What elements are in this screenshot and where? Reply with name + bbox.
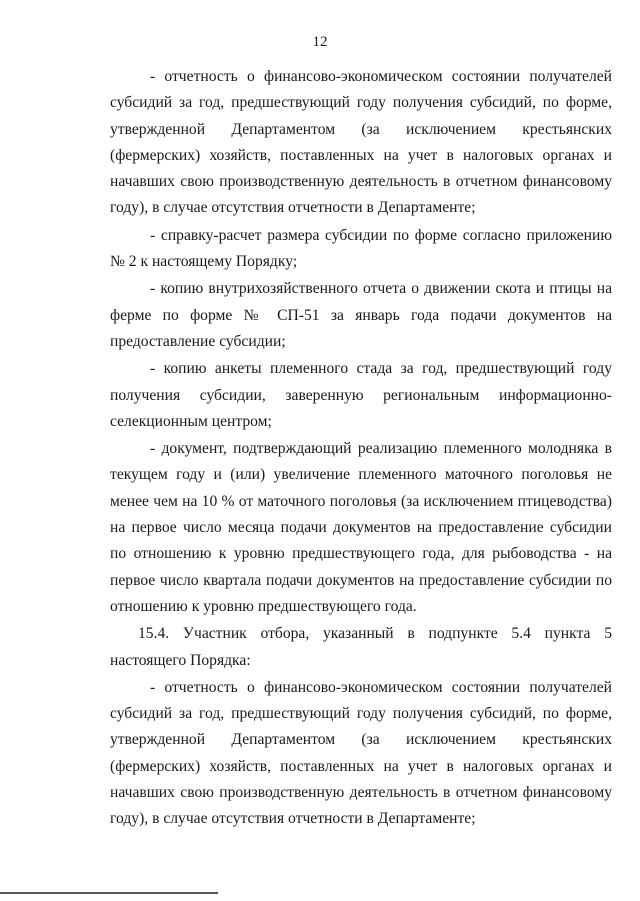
document-body: [110, 64, 612, 833]
page-number: 12: [312, 34, 328, 50]
footer-divider: [0, 892, 218, 894]
paragraph-calculation-certificate: - справку-расчет размера субсидии по форме согласно приложению № 2 к настоящему Порядку;: [110, 226, 612, 271]
paragraph-livestock-report: - копию внутрихозяйственного отчета о движении скота и птицы на ферме по форме № СП-51 за январь года подачи документов на предоставление субсидии;: [110, 280, 612, 350]
paragraph-financial-report-2: - отчетность о финансово-экономическом состоянии получателей субсидий за год, предшествующий году получения субсидий, по форме, утвержденной Департаментом (за исключением крестьянских (фермерских) хозяйств, поставленных на учет в налоговых органах и начавших свою производственную деятельность в отчетном финансовому году), в случае отсутствия отчетности в Департаменте;: [110, 678, 612, 828]
paragraph-financial-report-1: - отчетность о финансово-экономическом состоянии получателей субсидий за год, предшествующий году получения субсидий, по форме, утвержденной Департаментом (за исключением крестьянских (фермерских) хозяйств, поставленных на учет в налоговых органах и начавших свою производственную деятельность в отчетном финансовому году), в случае отсутствия отчетности в Департаменте;: [110, 68, 612, 217]
paragraph-section-15-4: 15.4. Участник отбора, указанный в подпункте 5.4 пункта 5 настоящего Порядка:: [110, 625, 612, 669]
paragraph-breeding-sales-document: - документ, подтверждающий реализацию племенного молодняка в текущем году и (или) увеличение племенного маточного поголовья не менее чем на 10 % от маточного поголовья (за исключением птицеводства) на первое число месяца подачи документов на предоставление субсидии по отношению к уровню предшествующего года, для рыбоводства - на первое число квартала подачи документов на предоставление субсидии по отношению к уровню предшествующего года.: [110, 440, 612, 615]
paragraph-breeding-herd-copy: - копию анкеты племенного стада за год, предшествующий году получения субсидии, заверенную региональным информационно-селекционным центром;: [110, 360, 612, 430]
